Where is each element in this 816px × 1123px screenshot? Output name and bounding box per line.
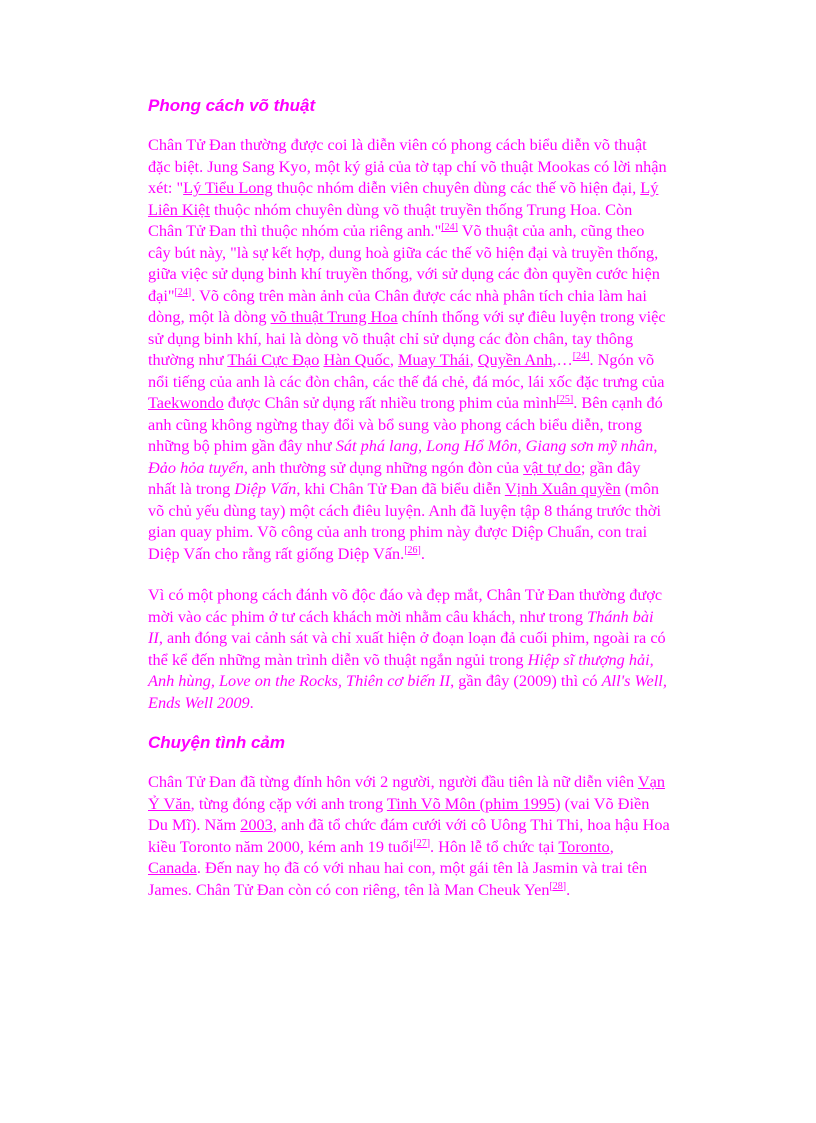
italic-title: Đảo hỏa tuyến — [148, 457, 244, 477]
text-run: (môn võ chủ yếu dùng tay) một cách điêu luyện. Anh đã luyện tập 8 tháng trước thời gian quay phim. Võ công của anh trong phim này được Diệp Chuẩn, con trai Diệp Vấn cho rằng rất giống Diệp Vấn. — [148, 479, 662, 563]
inline-link[interactable]: Quyền Anh — [477, 350, 553, 369]
citation-link[interactable]: [24] — [572, 351, 590, 362]
inline-link[interactable]: Tinh Võ Môn (phim 1995) — [386, 793, 561, 813]
section-heading-martial-style: Phong cách võ thuật — [148, 96, 316, 115]
inline-link[interactable]: Hàn Quốc — [323, 350, 390, 369]
text-run: , — [418, 436, 427, 455]
italic-title: Long Hổ Môn — [426, 436, 518, 455]
text-run: , — [389, 350, 399, 369]
citation-link[interactable]: [24] — [174, 286, 192, 298]
citation-link[interactable]: [24] — [441, 222, 458, 233]
inline-link[interactable]: Canada — [148, 858, 197, 877]
paragraph-martial-style-1 — [148, 134, 670, 564]
text-run: chính thống với sự điêu luyện trong việc sử dụng binh khí, hai là dòng võ thuật chỉ sử dụng các đòn chân, tay thông thường như — [148, 307, 666, 369]
text-run: Võ thuật của anh, cũng theo cây bút này, "là sự kết hợp, dung hoà giữa các thế võ hiện đại và truyền thống, giữa việc sử dụng binh khí truyền thống, với sử dụng các đòn quyền cước hiện đại" — [148, 221, 660, 305]
inline-link[interactable]: võ thuật Trung Hoa — [270, 307, 398, 326]
italic-title: Diệp Vấn — [234, 479, 297, 498]
italic-title: Sát phá lang — [335, 436, 419, 455]
text-run: , — [653, 436, 658, 455]
text-run: , anh đóng vai cảnh sát và chỉ xuất hiện ở đoạn loạn đả cuối phim, ngoài ra có thể kể đến những màn trình diễn võ thuật ngắn ngủi trong — [148, 628, 666, 669]
citation-superscript — [404, 545, 421, 556]
italic-title: Hiệp sĩ thượng hải, Anh hùng, Love on the Rocks, Thiên cơ biến II — [148, 649, 654, 690]
text-run: . — [420, 543, 425, 563]
paragraph-martial-style-2 — [148, 584, 670, 713]
inline-link[interactable]: vật tự do — [523, 457, 581, 477]
citation-superscript — [413, 838, 430, 849]
inline-link[interactable]: Muay Thái — [398, 350, 470, 369]
italic-title: All's Well, Ends Well 2009 — [148, 671, 667, 712]
citation-superscript — [175, 287, 192, 298]
text-run: . — [249, 692, 254, 712]
text-run: , — [469, 350, 478, 369]
inline-link[interactable]: Lý Tiểu Long — [183, 178, 273, 197]
text-run: . — [566, 879, 571, 899]
inline-link[interactable]: Vạn Ỷ Văn — [148, 772, 666, 813]
text-run: . Bên cạnh đó anh cũng không ngừng thay đổi và bổ sung vào phong cách biểu diễn, trong những bộ phim gần đây như — [148, 393, 663, 455]
citation-link[interactable]: [26] — [404, 544, 421, 556]
text-run: thuộc nhóm diễn viên chuyên dùng các thế võ hiện đại, — [272, 178, 641, 197]
text-run: được Chân sử dụng rất nhiều trong phim của mình — [223, 393, 557, 412]
text-run: , khi Chân Tử Đan đã biểu diễn — [296, 479, 505, 498]
inline-link[interactable]: Lý Liên Kiệt — [148, 178, 659, 219]
paragraph-love-life-1 — [148, 771, 670, 900]
citation-superscript — [557, 394, 574, 405]
text-run: , anh đã tổ chức đám cưới với cô Uông Thi Thi, hoa hậu Hoa kiều Toronto năm 2000, kém anh 19 tuổi — [148, 815, 670, 856]
document-page — [148, 96, 670, 920]
text-run: , — [517, 436, 526, 455]
italic-title: Giang sơn mỹ nhân — [525, 436, 654, 455]
text-run: Chân Tử Đan thường được coi là diễn viên có phong cách biểu diễn võ thuật đặc biệt. Jung Sang Kyo, một ký giả của tờ tạp chí võ thuật Mookas có lời nhận xét: " — [148, 135, 667, 197]
text-run: , anh thường sử dụng những ngón đòn của — [243, 457, 524, 477]
citation-superscript — [441, 222, 458, 233]
text-run: ; gần đây nhất là trong — [148, 457, 641, 498]
citation-link[interactable]: [27] — [413, 837, 431, 849]
inline-link[interactable]: Vịnh Xuân quyền — [504, 479, 621, 498]
text-run: . Đến nay họ đã có với nhau hai con, một gái tên là Jasmin và trai tên James. Chân Tử Đan còn có con riêng, tên là Man Cheuk Yen — [148, 858, 648, 899]
text-run: , — [609, 836, 614, 856]
text-run: (vai Võ Điền Du Mĩ). Năm — [148, 793, 650, 834]
inline-link[interactable]: Toronto — [558, 836, 610, 856]
citation-link[interactable]: [28] — [549, 880, 567, 892]
text-run: . Ngón võ nổi tiếng của anh là các đòn chân, các thế đá chẻ, đá móc, lái xốc đặc trưng của — [148, 350, 665, 391]
inline-link[interactable]: 2003 — [240, 815, 273, 834]
text-run: . Võ công trên màn ảnh của Chân được các nhà phân tích chia làm hai dòng, một là dòng — [148, 285, 647, 326]
text-run: Chân Tử Đan đã từng đính hôn với 2 người, người đầu tiên là nữ diễn viên — [148, 772, 638, 791]
text-run: thuộc nhóm chuyên dùng võ thuật truyền thống Trung Hoa. Còn Chân Tử Đan thì thuộc nhóm của riêng anh." — [148, 199, 633, 240]
citation-superscript — [549, 881, 566, 892]
citation-superscript — [573, 351, 590, 362]
section-heading-love-life: Chuyện tình cảm — [148, 733, 285, 752]
citation-link[interactable]: [25] — [556, 394, 574, 405]
inline-link[interactable]: Thái Cực Đạo — [227, 350, 320, 369]
text-run: , gần đây (2009) thì có — [450, 671, 602, 690]
inline-link[interactable]: Taekwondo — [148, 393, 224, 412]
text-run: , từng đóng cặp với anh trong — [190, 793, 387, 813]
text-run: . Hôn lễ tổ chức tại — [430, 836, 559, 856]
text-run: ,… — [552, 350, 573, 369]
text-run: Vì có một phong cách đánh võ độc đáo và đẹp mắt, Chân Tử Đan thường được mời vào các phim ở tư cách khách mời nhằm câu khách, như trong — [148, 585, 663, 626]
italic-title: Thánh bài II — [148, 606, 654, 647]
